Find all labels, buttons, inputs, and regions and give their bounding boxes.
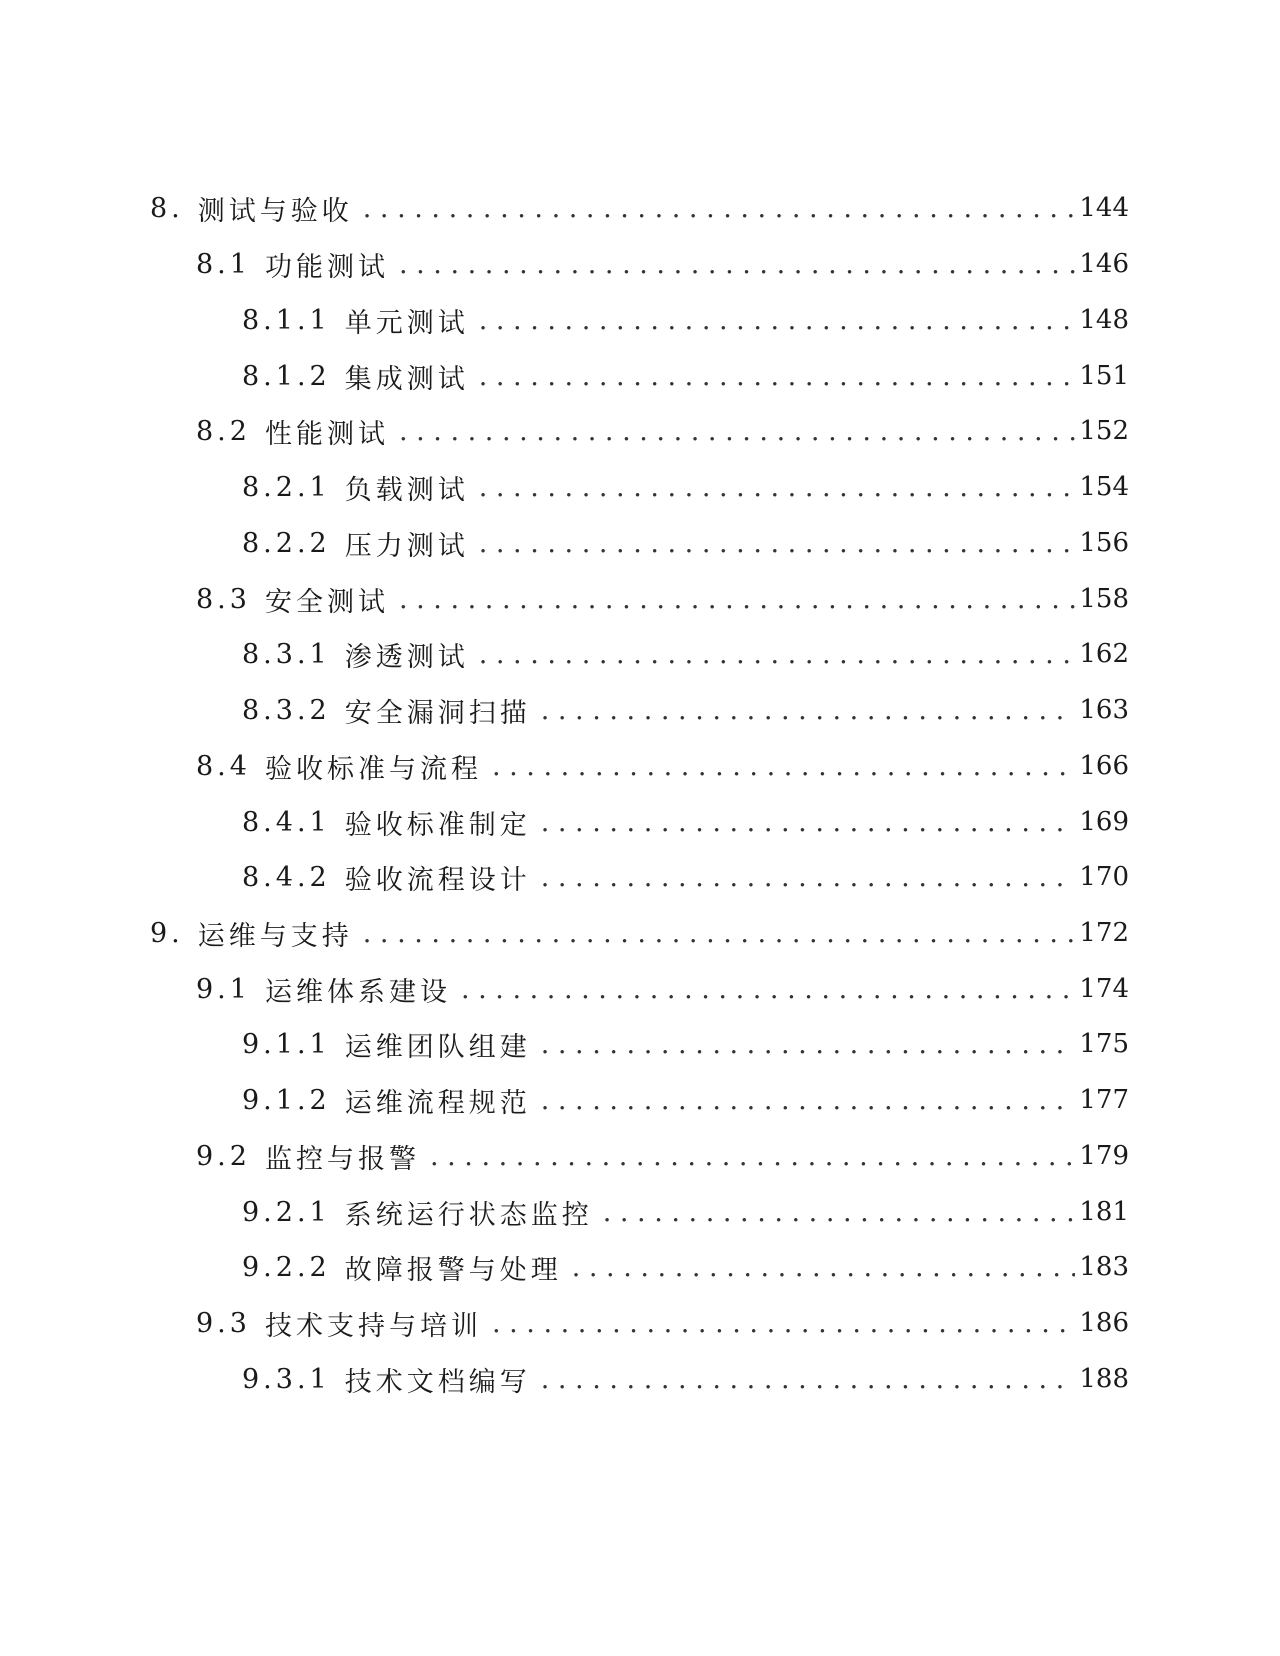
toc-entry-title: 单元测试 — [344, 307, 469, 339]
toc-entry[interactable] — [242, 521, 1129, 565]
toc-entry-title: 压力测试 — [344, 530, 469, 562]
toc-entry-title: 验收标准与流程 — [264, 753, 482, 785]
toc-entry[interactable] — [242, 855, 1129, 899]
toc-entry[interactable] — [242, 354, 1129, 398]
toc-entry[interactable] — [242, 1190, 1129, 1234]
toc-entry-page: 154 — [1079, 472, 1129, 502]
toc-entry-title: 安全测试 — [264, 586, 389, 618]
toc-entry-title: 性能测试 — [264, 418, 389, 450]
toc-entry[interactable] — [242, 688, 1129, 732]
toc-entry[interactable] — [150, 186, 1129, 230]
toc-entry[interactable] — [242, 1357, 1129, 1401]
toc-entry-title: 技术文档编写 — [344, 1366, 531, 1398]
toc-dot-leader — [541, 1364, 1076, 1395]
toc-entry-number: 8.1.2 — [242, 360, 331, 392]
toc-entry-number: 8.2 — [196, 415, 251, 447]
toc-entry-page: 186 — [1079, 1308, 1129, 1338]
toc-dot-leader — [479, 528, 1076, 559]
toc-entry-number: 9.1.1 — [242, 1028, 331, 1060]
toc-dot-leader — [479, 361, 1076, 392]
toc-entry-title: 故障报警与处理 — [344, 1254, 562, 1286]
toc-entry-page: 179 — [1079, 1141, 1129, 1171]
toc-entry-title: 监控与报警 — [264, 1143, 420, 1175]
toc-dot-leader — [399, 584, 1075, 615]
toc-entry-title: 测试与验收 — [197, 195, 353, 227]
toc-entry-title: 运维与支持 — [197, 920, 353, 952]
toc-entry-page: 172 — [1079, 918, 1129, 948]
toc-entry-title: 运维流程规范 — [344, 1087, 531, 1119]
toc-entry-number: 8.4.1 — [242, 806, 331, 838]
toc-dot-leader — [492, 1308, 1075, 1339]
toc-entry-page: 156 — [1079, 528, 1129, 558]
toc-dot-leader — [399, 416, 1075, 447]
toc-entry-title: 技术支持与培训 — [264, 1310, 482, 1342]
toc-entry-page: 177 — [1079, 1085, 1129, 1115]
toc-entry[interactable] — [196, 577, 1129, 621]
toc-entry-page: 181 — [1079, 1197, 1129, 1227]
toc-entry-title: 负载测试 — [344, 474, 469, 506]
toc-entry[interactable] — [242, 1245, 1129, 1289]
toc-dot-leader — [541, 1085, 1076, 1116]
toc-entry-page: 146 — [1079, 249, 1129, 279]
toc-entry-title: 集成测试 — [344, 363, 469, 395]
toc-dot-leader — [363, 918, 1076, 949]
toc-entry-page: 175 — [1079, 1029, 1129, 1059]
toc-entry-title: 验收标准制定 — [344, 809, 531, 841]
toc-entry-page: 152 — [1079, 416, 1129, 446]
toc-entry-number: 8.3.2 — [242, 694, 331, 726]
toc-entry-title: 功能测试 — [264, 251, 389, 283]
toc-entry-page: 151 — [1079, 361, 1129, 391]
toc-entry-number: 8.3 — [196, 583, 251, 615]
toc-entry-page: 163 — [1079, 695, 1129, 725]
toc-entry[interactable] — [242, 1078, 1129, 1122]
toc-entry[interactable] — [150, 911, 1129, 955]
toc-dot-leader — [603, 1197, 1076, 1228]
toc-entry-title: 系统运行状态监控 — [344, 1199, 593, 1231]
toc-entry-number: 9.1.2 — [242, 1084, 331, 1116]
toc-entry-number: 8.4 — [196, 750, 251, 782]
toc-entry-number: 8.4.2 — [242, 861, 331, 893]
toc-dot-leader — [363, 193, 1076, 224]
toc-entry-number: 9.3 — [196, 1307, 251, 1339]
toc-entry-page: 188 — [1079, 1364, 1129, 1394]
toc-dot-leader — [541, 807, 1076, 838]
toc-entry-title: 渗透测试 — [344, 641, 469, 673]
toc-entry-number: 8.3.1 — [242, 638, 331, 670]
toc-dot-leader — [461, 974, 1075, 1005]
toc-entry-page: 148 — [1079, 305, 1129, 335]
toc-entry-number: 9.2.2 — [242, 1251, 331, 1283]
toc-entry[interactable] — [196, 242, 1129, 286]
toc-entry-number: 8.1.1 — [242, 304, 331, 336]
toc-entry-title: 验收流程设计 — [344, 864, 531, 896]
toc-entry-title: 安全漏洞扫描 — [344, 697, 531, 729]
toc-entry-page: 170 — [1079, 862, 1129, 892]
toc-entry[interactable] — [242, 298, 1129, 342]
toc-entry[interactable] — [242, 800, 1129, 844]
toc-entry-page: 174 — [1079, 974, 1129, 1004]
toc-entry-number: 9.2.1 — [242, 1196, 331, 1228]
toc-entry-number: 9.2 — [196, 1140, 251, 1172]
toc-entry[interactable] — [196, 409, 1129, 453]
toc-entry-page: 144 — [1079, 193, 1129, 223]
toc-entry[interactable] — [196, 1134, 1129, 1178]
toc-entry-number: 9. — [150, 917, 184, 949]
toc-entry-title: 运维体系建设 — [264, 976, 451, 1008]
toc-entry-page: 166 — [1079, 751, 1129, 781]
toc-entry-page: 162 — [1079, 639, 1129, 669]
toc-entry-number: 8. — [150, 192, 184, 224]
toc-entry[interactable] — [196, 744, 1129, 788]
toc-dot-leader — [430, 1141, 1075, 1172]
toc-entry-page: 158 — [1079, 584, 1129, 614]
toc-entry[interactable] — [242, 465, 1129, 509]
toc-dot-leader — [541, 695, 1076, 726]
toc-dot-leader — [479, 639, 1076, 670]
toc-entry-number: 8.2.2 — [242, 527, 331, 559]
toc-dot-leader — [399, 249, 1075, 280]
toc-entry-number: 8.2.1 — [242, 471, 331, 503]
toc-dot-leader — [572, 1252, 1076, 1283]
toc-entry[interactable] — [196, 967, 1129, 1011]
toc-entry-number: 9.1 — [196, 973, 251, 1005]
toc-entry-page: 169 — [1079, 807, 1129, 837]
toc-dot-leader — [541, 1029, 1076, 1060]
toc-entry-number: 8.1 — [196, 248, 251, 280]
toc-dot-leader — [492, 751, 1075, 782]
toc-entry[interactable] — [196, 1301, 1129, 1345]
toc-entry[interactable] — [242, 1022, 1129, 1066]
toc-entry-page: 183 — [1079, 1252, 1129, 1282]
toc-dot-leader — [479, 472, 1076, 503]
toc-entry-number: 9.3.1 — [242, 1363, 331, 1395]
toc-dot-leader — [479, 305, 1076, 336]
toc-entry[interactable] — [242, 632, 1129, 676]
toc-dot-leader — [541, 862, 1076, 893]
toc-entry-title: 运维团队组建 — [344, 1031, 531, 1063]
